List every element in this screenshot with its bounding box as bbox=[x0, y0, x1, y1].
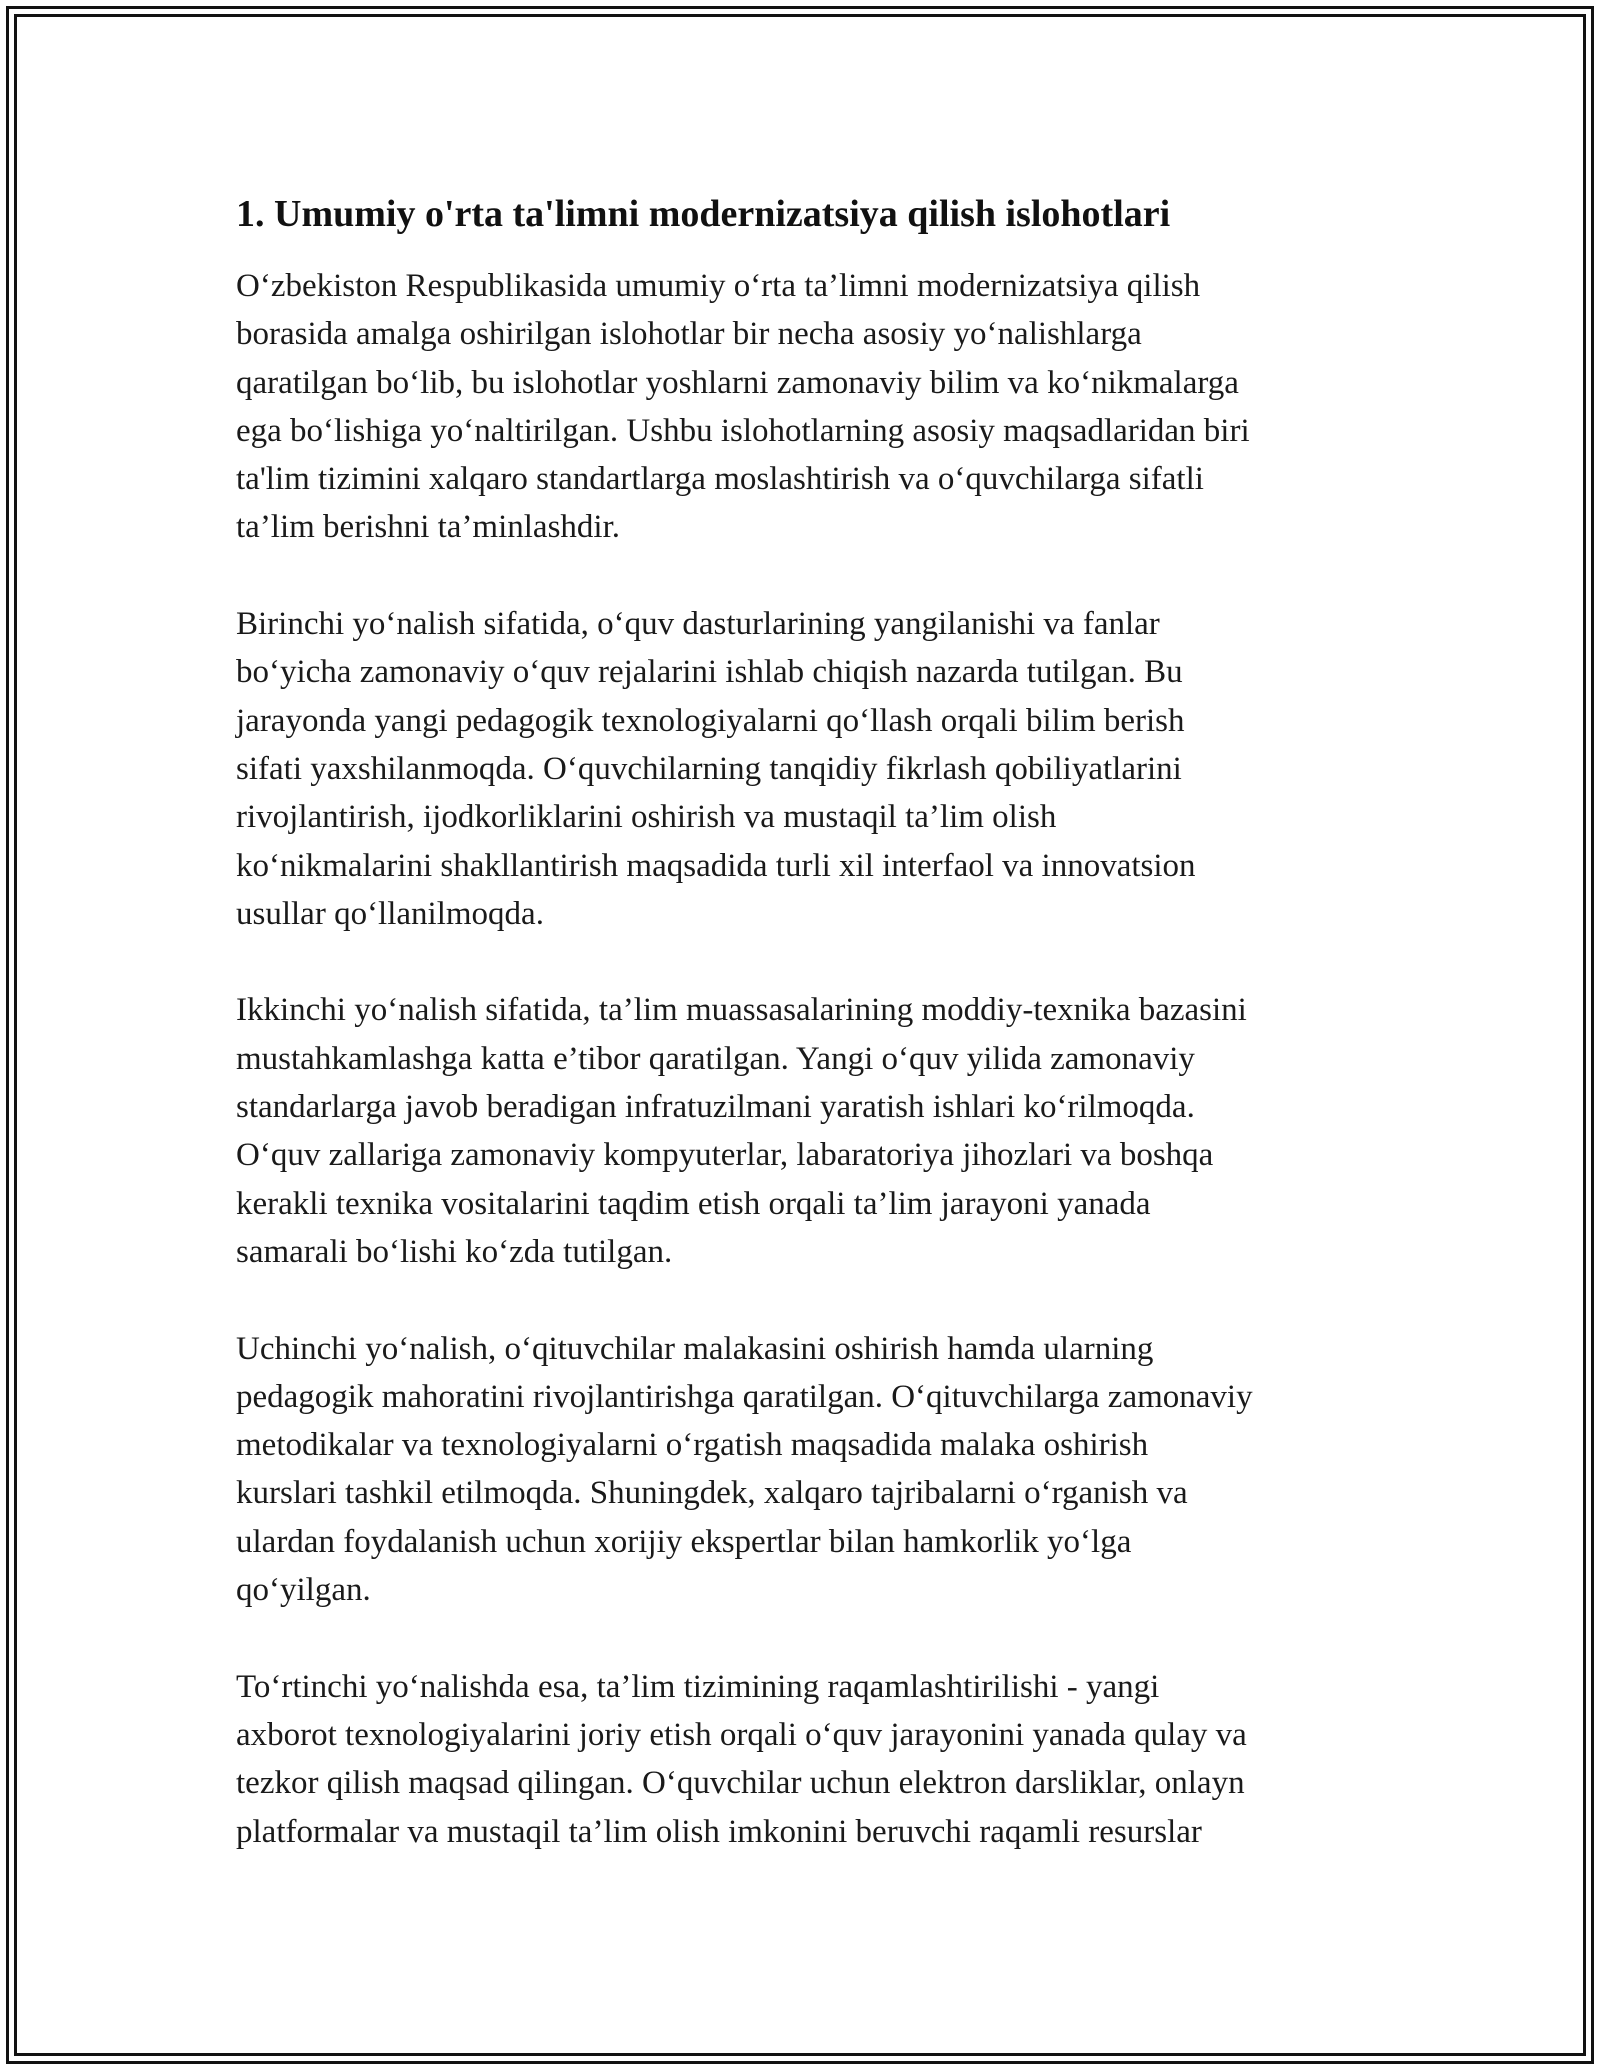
text-line: qo‘yilgan. bbox=[236, 1572, 371, 1609]
document-body bbox=[236, 186, 1386, 1856]
text-line: qaratilgan bo‘lib, bu islohotlar yoshlarni zamonaviy bilim va ko‘nikmalarga bbox=[236, 364, 1239, 401]
text-line: Ikkinchi yo‘nalish sifatida, ta’lim muassasalarining moddiy-texnika bazasini bbox=[236, 992, 1247, 1029]
text-line: kerakli texnika vositalarini taqdim etish orqali ta’lim jarayoni yanada bbox=[236, 1185, 1151, 1222]
text-line: ta'lim tizimini xalqaro standartlarga moslashtirish va o‘quvchilarga sifatli bbox=[236, 461, 1204, 498]
text-line: ko‘nikmalarini shakllantirish maqsadida turli xil interfaol va innovatsion bbox=[236, 847, 1196, 884]
text-line: borasida amalga oshirilgan islohotlar bir necha asosiy yo‘nalishlarga bbox=[236, 316, 1142, 353]
text-line: pedagogik mahoratini rivojlantirishga qaratilgan. O‘qituvchilarga zamonaviy bbox=[236, 1378, 1253, 1415]
text-line: usullar qo‘llanilmoqda. bbox=[236, 895, 544, 932]
text-line: O‘quv zallariga zamonaviy kompyuterlar, labaratoriya jihozlari va boshqa bbox=[236, 1137, 1214, 1174]
text-line: kurslari tashkil etilmoqda. Shuningdek, xalqaro tajribalarni o‘rganish va bbox=[236, 1475, 1188, 1512]
text-line: rivojlantirish, ijodkorliklarini oshirish va mustaqil ta’lim olish bbox=[236, 799, 1057, 836]
text-line: platformalar va mustaqil ta’lim olish imkonini beruvchi raqamli resurslar bbox=[236, 1813, 1202, 1850]
text-line: samarali bo‘lishi ko‘zda tutilgan. bbox=[236, 1233, 673, 1270]
text-line: mustahkamlashga katta e’tibor qaratilgan. Yangi o‘quv yilida zamonaviy bbox=[236, 1040, 1195, 1077]
text-line: ta’lim berishni ta’minlashdir. bbox=[236, 509, 621, 546]
paragraph-third-direction bbox=[236, 1325, 1386, 1615]
text-line: bo‘yicha zamonaviy o‘quv rejalarini ishlab chiqish nazarda tutilgan. Bu bbox=[236, 654, 1183, 691]
text-line: O‘zbekiston Respublikasida umumiy o‘rta ta’limni modernizatsiya qilish bbox=[236, 268, 1201, 304]
text-line: Uchinchi yo‘nalish, o‘qituvchilar malakasini oshirish hamda ularning bbox=[236, 1330, 1154, 1367]
text-line: axborot texnologiyalarini joriy etish orqali o‘quv jarayonini yanada qulay va bbox=[236, 1716, 1247, 1753]
text-line: metodikalar va texnologiyalarni o‘rgatish maqsadida malaka oshirish bbox=[236, 1427, 1149, 1464]
paragraph-first-direction bbox=[236, 600, 1386, 938]
text-line: sifati yaxshilanmoqda. O‘quvchilarning tanqidiy fikrlash qobiliyatlarini bbox=[236, 750, 1182, 787]
text-line: ega bo‘lishiga yo‘naltirilgan. Ushbu islohotlarning asosiy maqsadlaridan biri bbox=[236, 412, 1250, 449]
text-line: To‘rtinchi yo‘nalishda esa, ta’lim tizimining raqamlashtirilishi - yangi bbox=[236, 1668, 1160, 1705]
paragraph-intro bbox=[236, 262, 1386, 552]
paragraph-second-direction bbox=[236, 986, 1386, 1276]
document-title: 1. Umumiy o'rta ta'limni modernizatsiya qilish islohotlari bbox=[236, 193, 1171, 235]
text-line: ulardan foydalanish uchun xorijiy ekspertlar bilan hamkorlik yo‘lga bbox=[236, 1523, 1132, 1560]
paragraph-fourth-direction bbox=[236, 1663, 1386, 1856]
text-line: Birinchi yo‘nalish sifatida, o‘quv dasturlarining yangilanishi va fanlar bbox=[236, 606, 1160, 643]
text-line: jarayonda yangi pedagogik texnologiyalarni qo‘llash orqali bilim berish bbox=[236, 702, 1185, 739]
text-line: tezkor qilish maqsad qilingan. O‘quvchilar uchun elektron darsliklar, onlayn bbox=[236, 1765, 1245, 1802]
text-line: standarlarga javob beradigan infratuzilmani yaratish ishlari ko‘rilmoqda. bbox=[236, 1089, 1195, 1126]
